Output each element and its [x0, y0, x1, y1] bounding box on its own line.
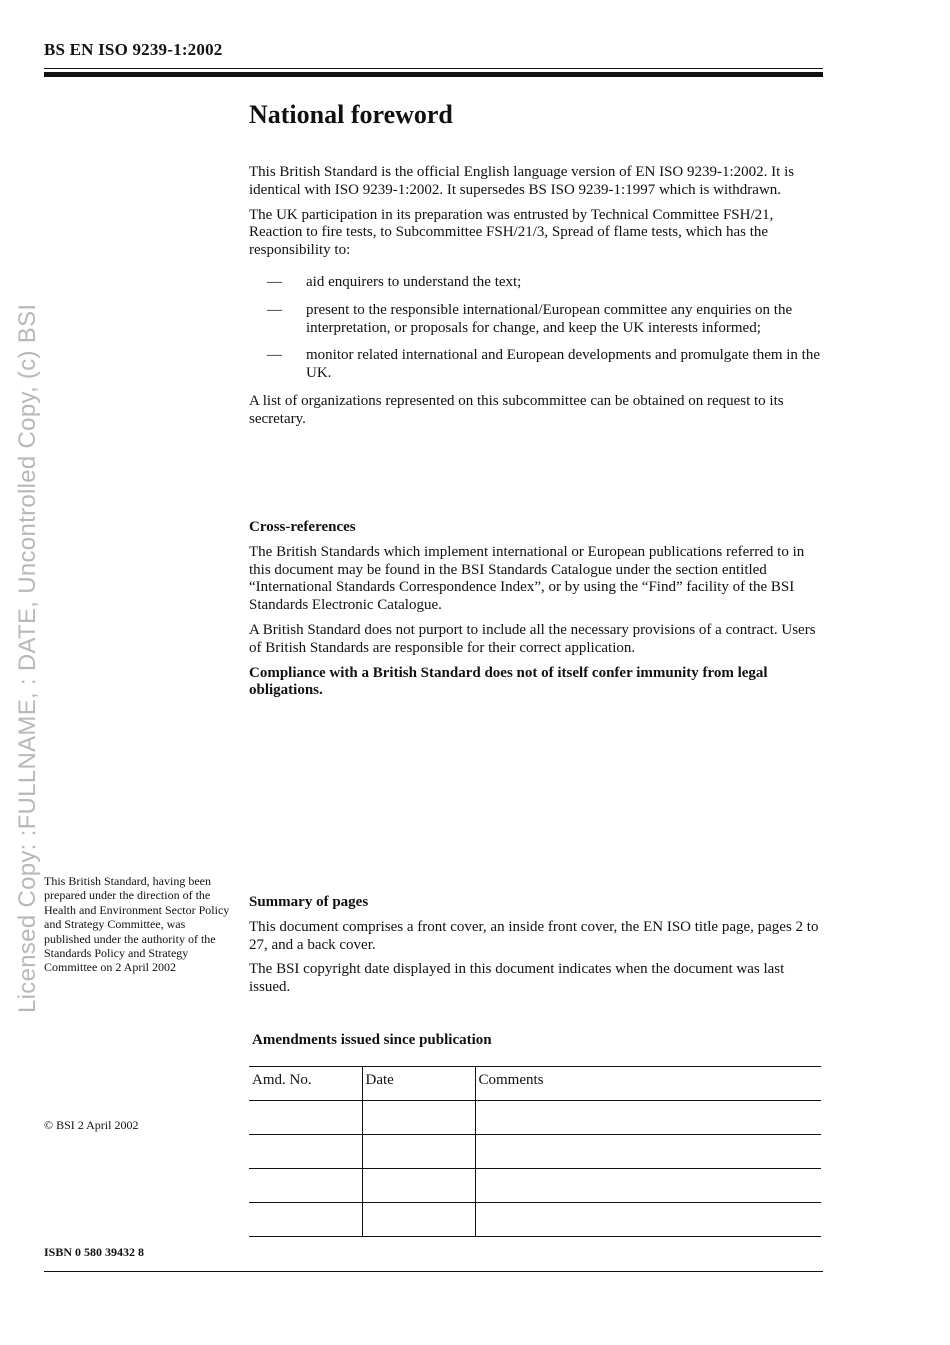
table-cell	[362, 1203, 475, 1237]
table-row	[249, 1169, 821, 1203]
table-cell	[362, 1135, 475, 1169]
summary-section	[249, 894, 823, 1004]
list-item	[249, 302, 823, 338]
footer-rule	[44, 1271, 823, 1272]
table-cell	[475, 1203, 821, 1237]
table-row	[249, 1203, 821, 1237]
header-thin-rule	[44, 68, 823, 69]
cross-references-heading: Cross-references	[249, 519, 356, 535]
cross-references-paragraph-1: The British Standards which implement international or European publications referred to in this document may be found in the BSI Standards Catalogue under the section entitled “International Standards Correspondence Index”, or by using the “Find” facility of the BSI Standards Electronic Catalogue.	[249, 543, 805, 614]
table-cell	[475, 1135, 821, 1169]
copyright-notice: © BSI 2 April 2002	[44, 1118, 139, 1132]
list-item-text: present to the responsible international/European committee any enquiries on the interpretation, or proposals for change, and keep the UK interests informed;	[306, 301, 793, 336]
dash-bullet: —	[267, 347, 282, 364]
summary-paragraph-2: The BSI copyright date displayed in this document indicates when the document was last issued.	[249, 961, 785, 996]
table-row	[249, 1135, 821, 1169]
header-thick-rule	[44, 72, 823, 77]
list-item	[249, 347, 823, 383]
cross-references-paragraph-2: A British Standard does not purport to include all the necessary provisions of a contract. Users of British Standards are responsible for their correct application.	[249, 621, 816, 656]
standard-code: BS EN ISO 9239-1:2002	[44, 40, 223, 59]
table-cell	[249, 1169, 362, 1203]
amendments-table	[249, 1066, 821, 1237]
column-header-amd-no: Amd. No.	[249, 1067, 362, 1101]
table-cell	[475, 1101, 821, 1135]
list-item	[249, 274, 823, 292]
table-header-row	[249, 1067, 821, 1101]
table-cell	[362, 1101, 475, 1135]
intro-paragraph-2: The UK participation in its preparation was entrusted by Technical Committee FSH/21, Reaction to fire tests, to Subcommittee FSH/21/3, Spread of flame tests, which has the responsibility to:	[249, 206, 774, 259]
page-title: National foreword	[249, 100, 453, 129]
cross-references-section	[249, 519, 823, 707]
column-header-comments: Comments	[475, 1067, 821, 1101]
amendments-title: Amendments issued since publication	[252, 1032, 492, 1048]
table-cell	[475, 1169, 821, 1203]
intro-paragraph-1: This British Standard is the official English language version of EN ISO 9239-1:2002. It is identical with ISO 9239-1:2002. It supersedes BS ISO 9239-1:1997 which is withdrawn.	[249, 164, 795, 198]
list-item-text: aid enquirers to understand the text;	[306, 273, 522, 290]
dash-bullet: —	[267, 301, 282, 318]
table-row	[249, 1101, 821, 1135]
table-cell	[249, 1203, 362, 1237]
column-header-date: Date	[362, 1067, 475, 1101]
list-item-text: monitor related international and European developments and promulgate them in the UK.	[306, 347, 821, 382]
summary-paragraph-1: This document comprises a front cover, an inside front cover, the EN ISO title page, pages 2 to 27, and a back cover.	[249, 918, 819, 953]
approval-note: This British Standard, having been prepared under the direction of the Health and Environment Sector Policy and Strategy Committee, was published under the authority of the Standards Policy and Strategy Committee on 2 April 2002	[44, 874, 230, 975]
intro-section	[249, 164, 823, 436]
table-cell	[362, 1169, 475, 1203]
table-cell	[249, 1101, 362, 1135]
responsibility-list	[249, 274, 823, 383]
table-cell	[249, 1135, 362, 1169]
isbn: ISBN 0 580 39432 8	[44, 1245, 145, 1259]
compliance-statement: Compliance with a British Standard does not of itself confer immunity from legal obligations.	[249, 664, 768, 699]
license-watermark: Licensed Copy: :FULLNAME, : DATE, Uncontrolled Copy, (c) BSI	[14, 303, 41, 1013]
dash-bullet: —	[267, 273, 282, 290]
intro-paragraph-3: A list of organizations represented on this subcommittee can be obtained on request to its secretary.	[249, 392, 784, 427]
summary-heading: Summary of pages	[249, 894, 369, 910]
